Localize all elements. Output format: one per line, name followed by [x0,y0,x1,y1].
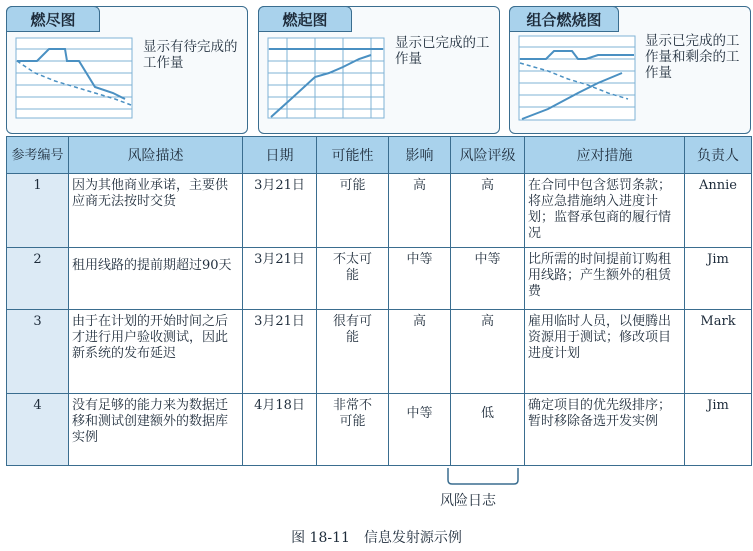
row-impact: 中等 [389,248,451,310]
row-date: 3月21日 [243,310,317,394]
row-response: 雇用临时人员，以便腾出资源用于测试；修改项目进度计划 [525,310,685,394]
burnup-desc: 显示已完成的工作量 [395,35,490,67]
burnup-title: 燃起图 [258,6,352,32]
figure-caption: 图 18-11 信息发射源示例 [291,530,462,546]
table-row [7,248,752,310]
row-impact: 高 [389,174,451,248]
header-impact: 影响 [389,137,451,174]
row-date: 4月18日 [243,394,317,466]
table-row [7,310,752,394]
row-owner: Jim [685,394,752,466]
row-likelihood: 可能 [317,174,389,248]
row-id: 4 [7,394,69,466]
row-rating: 中等 [451,248,525,310]
row-desc: 租用线路的提前期超过90天 [69,248,243,310]
row-rating: 高 [451,310,525,394]
combined-panel [509,6,751,134]
burndown-desc: 显示有待完成的工作量 [143,39,238,71]
row-response: 确定项目的优先级排序；暂时移除备选开发实例 [525,394,685,466]
header-rating: 风险评级 [451,137,525,174]
row-owner: Annie [685,174,752,248]
row-id: 1 [7,174,69,248]
row-rating: 低 [451,394,525,466]
risk-log-label: 风险日志 [440,493,496,509]
row-id: 3 [7,310,69,394]
table-row [7,394,752,466]
row-owner: Mark [685,310,752,394]
combined-mini-chart [518,35,636,121]
row-likelihood: 非常不可能 [317,394,389,466]
burndown-title: 燃尽图 [6,6,100,32]
combined-title: 组合燃烧图 [509,6,619,32]
row-rating: 高 [451,174,525,248]
table-header-row [7,137,752,174]
row-impact: 中等 [389,394,451,466]
row-likelihood: 不太可能 [317,248,389,310]
risk-log-table-wrap [6,136,751,468]
header-owner: 负责人 [685,137,752,174]
combined-desc: 显示已完成的工作量和剩余的工作量 [645,33,740,81]
table-row [7,174,752,248]
row-date: 3月21日 [243,248,317,310]
burndown-mini-chart [15,37,133,119]
risk-log-bracket [446,468,520,488]
row-impact: 高 [389,310,451,394]
row-date: 3月21日 [243,174,317,248]
risk-log-table [6,136,752,466]
burnup-panel [258,6,500,134]
burnup-mini-chart [267,37,385,119]
header-likelihood: 可能性 [317,137,389,174]
header-date: 日期 [243,137,317,174]
row-desc: 没有足够的能力来为数据迁移和测试创建额外的数据库实例 [69,394,243,466]
row-desc: 由于在计划的开始时间之后才进行用户验收测试，因此新系统的发布延迟 [69,310,243,394]
header-id: 参考编号 [7,137,69,174]
row-likelihood: 很有可能 [317,310,389,394]
row-id: 2 [7,248,69,310]
row-owner: Jim [685,248,752,310]
burndown-panel [6,6,248,134]
row-response: 比所需的时间提前订购租用线路；产生额外的租赁费 [525,248,685,310]
header-response: 应对措施 [525,137,685,174]
row-desc: 因为其他商业承诺，主要供应商无法按时交货 [69,174,243,248]
header-desc: 风险描述 [69,137,243,174]
row-response: 在合同中包含惩罚条款；将应急措施纳入进度计划；监督承包商的履行情况 [525,174,685,248]
